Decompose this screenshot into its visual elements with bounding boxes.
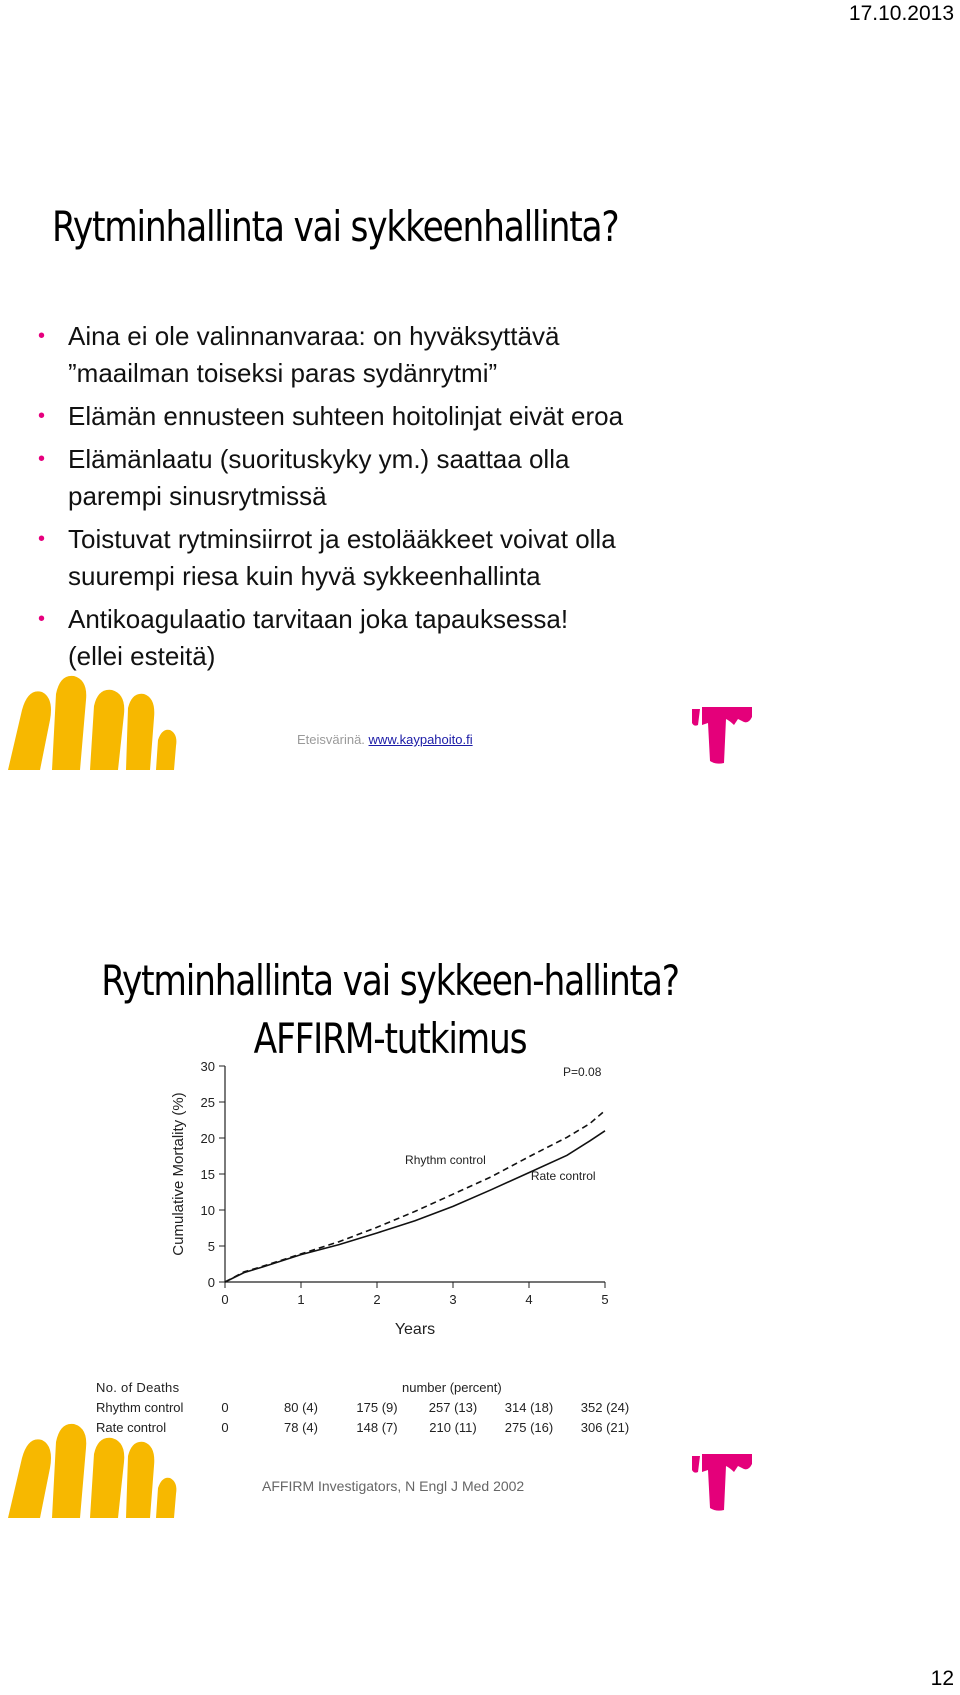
bullet-item <box>30 441 750 515</box>
bullet-dot-icon: • <box>38 448 46 470</box>
deaths-cell: 0 <box>221 1420 229 1435</box>
deaths-cell: 78 (4) <box>284 1420 318 1435</box>
chart-labels <box>170 1059 609 1338</box>
bullet-line: Antikoagulaatio tarvitaan joka tapauksessa! <box>68 604 569 634</box>
bullet-line: ”maailman toiseksi paras sydänrytmi” <box>68 358 498 388</box>
deaths-cell: 352 (24) <box>580 1400 630 1415</box>
bullet-dot-icon: • <box>38 325 46 347</box>
deaths-table-header <box>96 1380 696 1400</box>
p-value-annotation: P=0.08 <box>563 1065 602 1080</box>
bullet-line: parempi sinusrytmissä <box>68 481 327 511</box>
source-citation: AFFIRM Investigators, N Engl J Med 2002 <box>262 1478 525 1494</box>
deaths-row-rhythm <box>96 1400 696 1420</box>
x-tick-label: 1 <box>297 1292 305 1307</box>
series-label-rate: Rate control <box>530 1168 596 1183</box>
brand-t-logo <box>690 705 754 765</box>
mortality-chart <box>165 1058 685 1368</box>
bullet-dot-icon: • <box>38 528 46 550</box>
slide-2 <box>0 940 960 1540</box>
bullet-dot-icon: • <box>38 405 46 427</box>
source-citation <box>297 732 473 747</box>
deaths-cell: 0 <box>221 1400 229 1415</box>
slide-2-title-line-2: AFFIRM-tutkimus <box>253 1014 527 1063</box>
x-tick-label: 5 <box>601 1292 609 1307</box>
deaths-cell: 306 (21) <box>580 1420 630 1435</box>
chart-series-group <box>225 1111 605 1282</box>
y-tick-label: 5 <box>207 1239 215 1254</box>
deaths-row-label: Rhythm control <box>96 1400 184 1415</box>
deaths-cell: 148 (7) <box>356 1420 398 1435</box>
y-tick-label: 25 <box>200 1095 215 1110</box>
bullet-item <box>30 318 750 392</box>
deaths-cell: 275 (16) <box>504 1420 554 1435</box>
x-axis-title: Years <box>394 1321 436 1338</box>
y-tick-label: 15 <box>200 1167 215 1182</box>
y-tick-label: 0 <box>207 1275 215 1290</box>
slide-1-title: Rytminhallinta vai sykkeenhallinta? <box>52 202 619 251</box>
bullet-item <box>30 601 750 675</box>
x-tick-label: 0 <box>221 1292 229 1307</box>
bullet-dot-icon: • <box>38 608 46 630</box>
bullet-line: Elämän ennusteen suhteen hoitolinjat eivät eroa <box>68 401 624 431</box>
series-line-rhythm <box>225 1111 605 1282</box>
x-tick-label: 2 <box>373 1292 381 1307</box>
deaths-table-subheader: number (percent) <box>402 1380 502 1395</box>
bullet-item <box>30 398 750 435</box>
y-tick-label: 20 <box>200 1131 215 1146</box>
page-number: 12 <box>930 1667 954 1690</box>
brand-stripes-logo <box>8 672 178 772</box>
source-link[interactable]: www.kaypahoito.fi <box>368 732 473 747</box>
y-tick-label: 30 <box>200 1059 215 1074</box>
deaths-row-rate <box>96 1420 696 1440</box>
bullet-line: Aina ei ole valinnanvaraa: on hyväksyttävä <box>68 321 560 351</box>
deaths-cell: 210 (11) <box>429 1420 477 1435</box>
page-date: 17.10.2013 <box>848 2 954 25</box>
brand-stripes-logo <box>8 1420 178 1520</box>
series-label-rhythm: Rhythm control <box>405 1152 486 1167</box>
slide-1 <box>0 160 960 780</box>
x-tick-label: 4 <box>525 1292 533 1307</box>
deaths-table-title: No. of Deaths <box>96 1380 180 1395</box>
slide-2-title <box>0 952 780 1068</box>
y-tick-label: 10 <box>200 1203 215 1218</box>
bullet-line: Toistuvat rytminsiirrot ja estolääkkeet voivat olla <box>68 524 616 554</box>
bullet-item <box>30 521 750 595</box>
deaths-row-label: Rate control <box>96 1420 167 1435</box>
x-tick-label: 3 <box>449 1292 457 1307</box>
bullet-line: suurempi riesa kuin hyvä sykkeenhallinta <box>68 561 541 591</box>
bullet-line: Elämänlaatu (suorituskyky ym.) saattaa olla <box>68 444 570 474</box>
deaths-cell: 80 (4) <box>284 1400 318 1415</box>
bullet-list <box>30 318 750 681</box>
source-text: Eteisvärinä. <box>297 732 369 747</box>
y-axis-title: Cumulative Mortality (%) <box>170 1092 187 1256</box>
deaths-table <box>96 1380 696 1440</box>
bullet-line: (ellei esteitä) <box>68 641 216 671</box>
brand-t-logo <box>690 1452 754 1512</box>
deaths-cell: 175 (9) <box>356 1400 398 1415</box>
slide-2-title-line-1: Rytminhallinta vai sykkeen-hallinta? <box>101 956 679 1005</box>
deaths-cell: 257 (13) <box>428 1400 478 1415</box>
deaths-cell: 314 (18) <box>504 1400 554 1415</box>
